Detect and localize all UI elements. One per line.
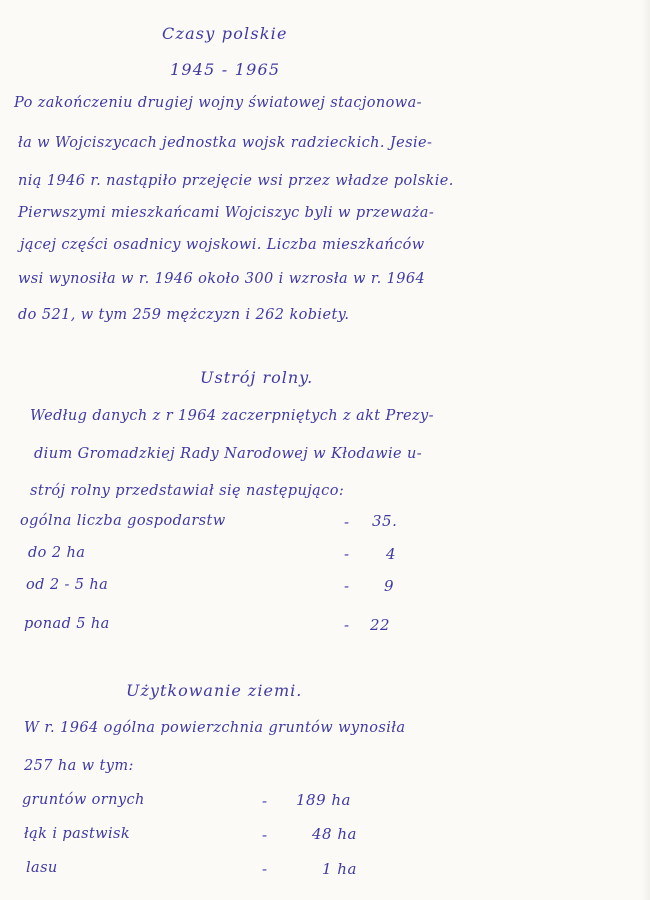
- page-title: Czasy polskie: [162, 24, 288, 43]
- agrarian-row-label: ponad 5 ha: [24, 616, 110, 632]
- land-use-row-dash: -: [262, 860, 268, 878]
- land-use-row-label: gruntów ornych: [22, 792, 145, 808]
- agrarian-row-value: 4: [386, 545, 397, 563]
- agrarian-row-dash: -: [344, 513, 350, 531]
- section-heading-land-use: Użytkowanie ziemi.: [126, 681, 303, 700]
- agrarian-row-label: do 2 ha: [28, 545, 86, 561]
- land-use-intro-line: 257 ha w tym:: [24, 758, 134, 774]
- intro-line: ła w Wojciszycach jednostka wojsk radzieckich. Jesie-: [18, 135, 433, 151]
- agrarian-row-label: od 2 - 5 ha: [26, 577, 109, 593]
- intro-line: do 521, w tym 259 mężczyzn i 262 kobiety.: [18, 307, 350, 323]
- intro-line: wsi wynosiła w r. 1946 około 300 i wzrosła w r. 1964: [18, 271, 426, 287]
- agrarian-intro-line: strój rolny przedstawiał się następująco:: [30, 483, 345, 499]
- section-heading-agrarian: Ustrój rolny.: [200, 368, 314, 387]
- land-use-row-dash: -: [262, 826, 268, 844]
- page-years: 1945 - 1965: [170, 60, 281, 79]
- agrarian-row-value: 22: [370, 616, 391, 634]
- land-use-row-dash: -: [262, 792, 268, 810]
- land-use-row-label: łąk i pastwisk: [24, 826, 131, 842]
- land-use-row-value: 1 ha: [322, 860, 357, 878]
- agrarian-intro-line: dium Gromadzkiej Rady Narodowej w Kłodawie u-: [34, 446, 423, 462]
- agrarian-row-label: ogólna liczba gospodarstw: [20, 513, 226, 529]
- land-use-intro-line: W r. 1964 ogólna powierzchnia gruntów wynosiła: [24, 720, 406, 736]
- agrarian-row-value: 35.: [372, 512, 398, 530]
- land-use-row-value: 48 ha: [312, 825, 357, 843]
- agrarian-row-dash: -: [344, 577, 350, 595]
- agrarian-row-value: 9: [384, 577, 395, 595]
- intro-line: Po zakończeniu drugiej wojny światowej stacjonowa-: [14, 95, 422, 111]
- agrarian-row-dash: -: [344, 616, 350, 634]
- intro-line: nią 1946 r. nastąpiło przejęcie wsi przez władze polskie.: [18, 173, 454, 189]
- agrarian-row-dash: -: [344, 545, 350, 563]
- intro-line: Pierwszymi mieszkańcami Wojciszyc byli w przeważa-: [18, 205, 435, 221]
- paper-edge-shadow: [642, 0, 650, 900]
- intro-line: jącej części osadnicy wojskowi. Liczba mieszkańców: [20, 237, 425, 253]
- land-use-row-label: lasu: [26, 860, 58, 876]
- land-use-row-value: 189 ha: [296, 791, 352, 809]
- agrarian-intro-line: Według danych z r 1964 zaczerpniętych z akt Prezy-: [30, 408, 434, 424]
